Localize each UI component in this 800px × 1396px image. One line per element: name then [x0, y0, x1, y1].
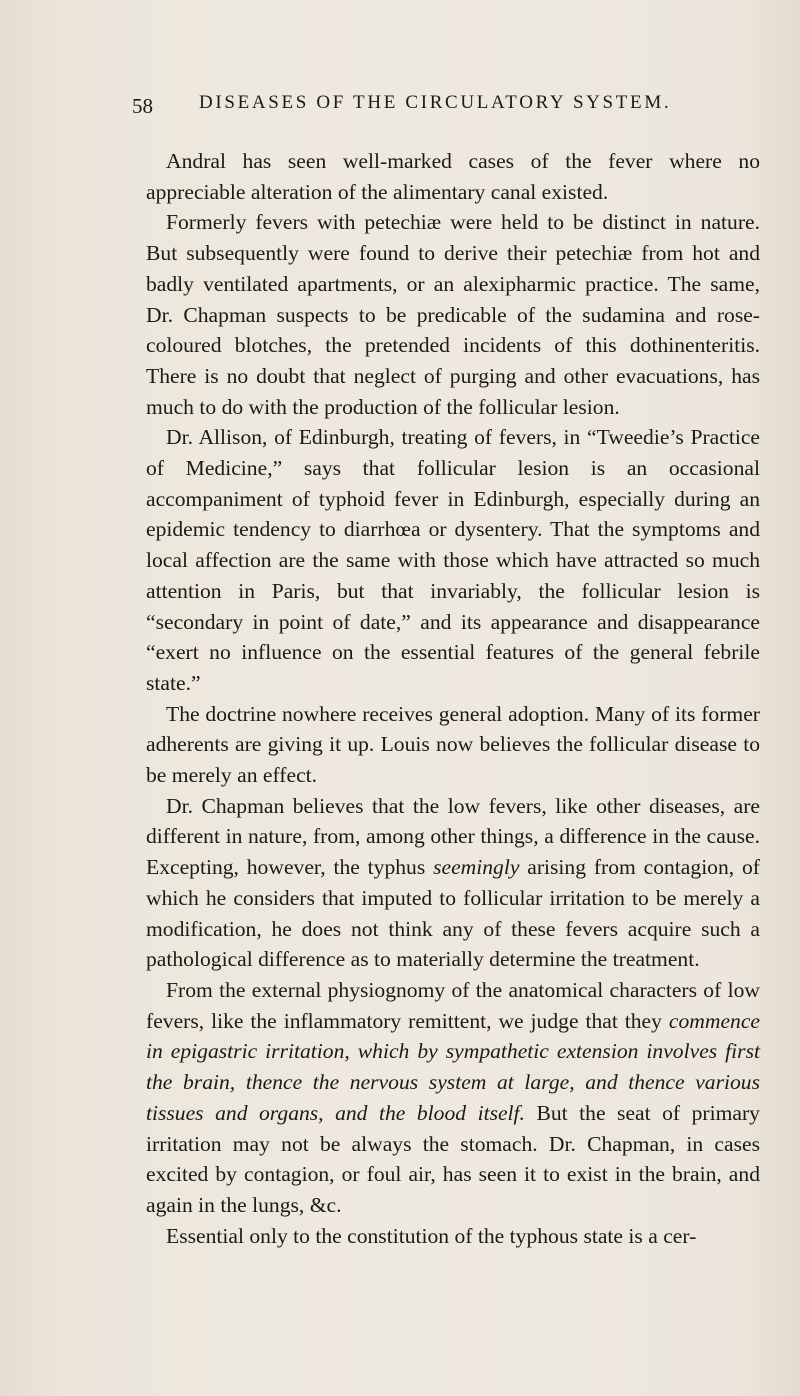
paragraph: Essential only to the constitution of the typhous state is a cer- — [166, 1223, 697, 1248]
italic-emphasis: seemingly — [433, 855, 520, 880]
page-number: 58 — [132, 94, 153, 118]
paragraph-text: arising from contagion, of which he considers that imputed to follicular irritation to be merely a modification, he does not think any of these fevers acquire such a pathological difference as to materially determine the treatment. — [146, 855, 760, 972]
paragraph: Formerly fevers with petechiæ were held to be distinct in nature. But subsequently were found to derive their petechiæ from hot and badly ventilated apartments, or an alexipharmic practice. The same, Dr. Chapman suspects to be predicable of the sudamina and rose-coloured blotches, the pretended incidents of this dothinenteritis. There is no doubt that neglect of purging and other evacuations, has much to do with the production of the follicular lesion. — [146, 210, 760, 419]
paragraph-text: But the seat of primary irritation may not be always the stomach. Dr. Chapman, in cases excited by contagion, or foul air, has seen it to exist in the brain, and again in the lungs, &c. — [146, 1100, 760, 1217]
paragraph-text: From the external physiognomy of the anatomical characters of low fevers, like the inflammatory remittent, we judge that they — [146, 977, 760, 1033]
paragraph: Dr. Allison, of Edinburgh, treating of fevers, in “Tweedie’s Practice of Medicine,” says that follicular lesion is an occasional accompaniment of typhoid fever in Edinburgh, especially during an epidemic tendency to diarrhœa or dysentery. That the symptoms and local affection are the same with those which have attracted so much attention in Paris, but that invariably, the follicular lesion is “secondary in point of date,” and its appearance and disappearance “exert no influence on the essential features of the general febrile state.” — [146, 425, 760, 695]
italic-emphasis: commence in epigastric irritation, which by sympathetic extension involves first the brain, thence the nervous system at large, and thence various tissues and organs, and the blood itself. — [146, 1008, 760, 1125]
paragraph — [146, 791, 760, 975]
running-head — [132, 92, 772, 120]
paragraph — [146, 975, 760, 1221]
paragraph-text: Dr. Chapman believes that the low fevers, like other diseases, are different in nature, from, among other things, a difference in the cause. Excepting, however, the typhus — [146, 793, 760, 880]
running-title: DISEASES OF THE CIRCULATORY SYSTEM. — [199, 92, 672, 113]
paragraph: Andral has seen well-marked cases of the fever where no appreciable alteration of the alimentary canal existed. — [146, 149, 760, 204]
paragraph: The doctrine nowhere receives general adoption. Many of its former adherents are giving it up. Louis now believes the follicular disease to be merely an effect. — [146, 701, 760, 788]
body-text — [146, 146, 760, 1251]
